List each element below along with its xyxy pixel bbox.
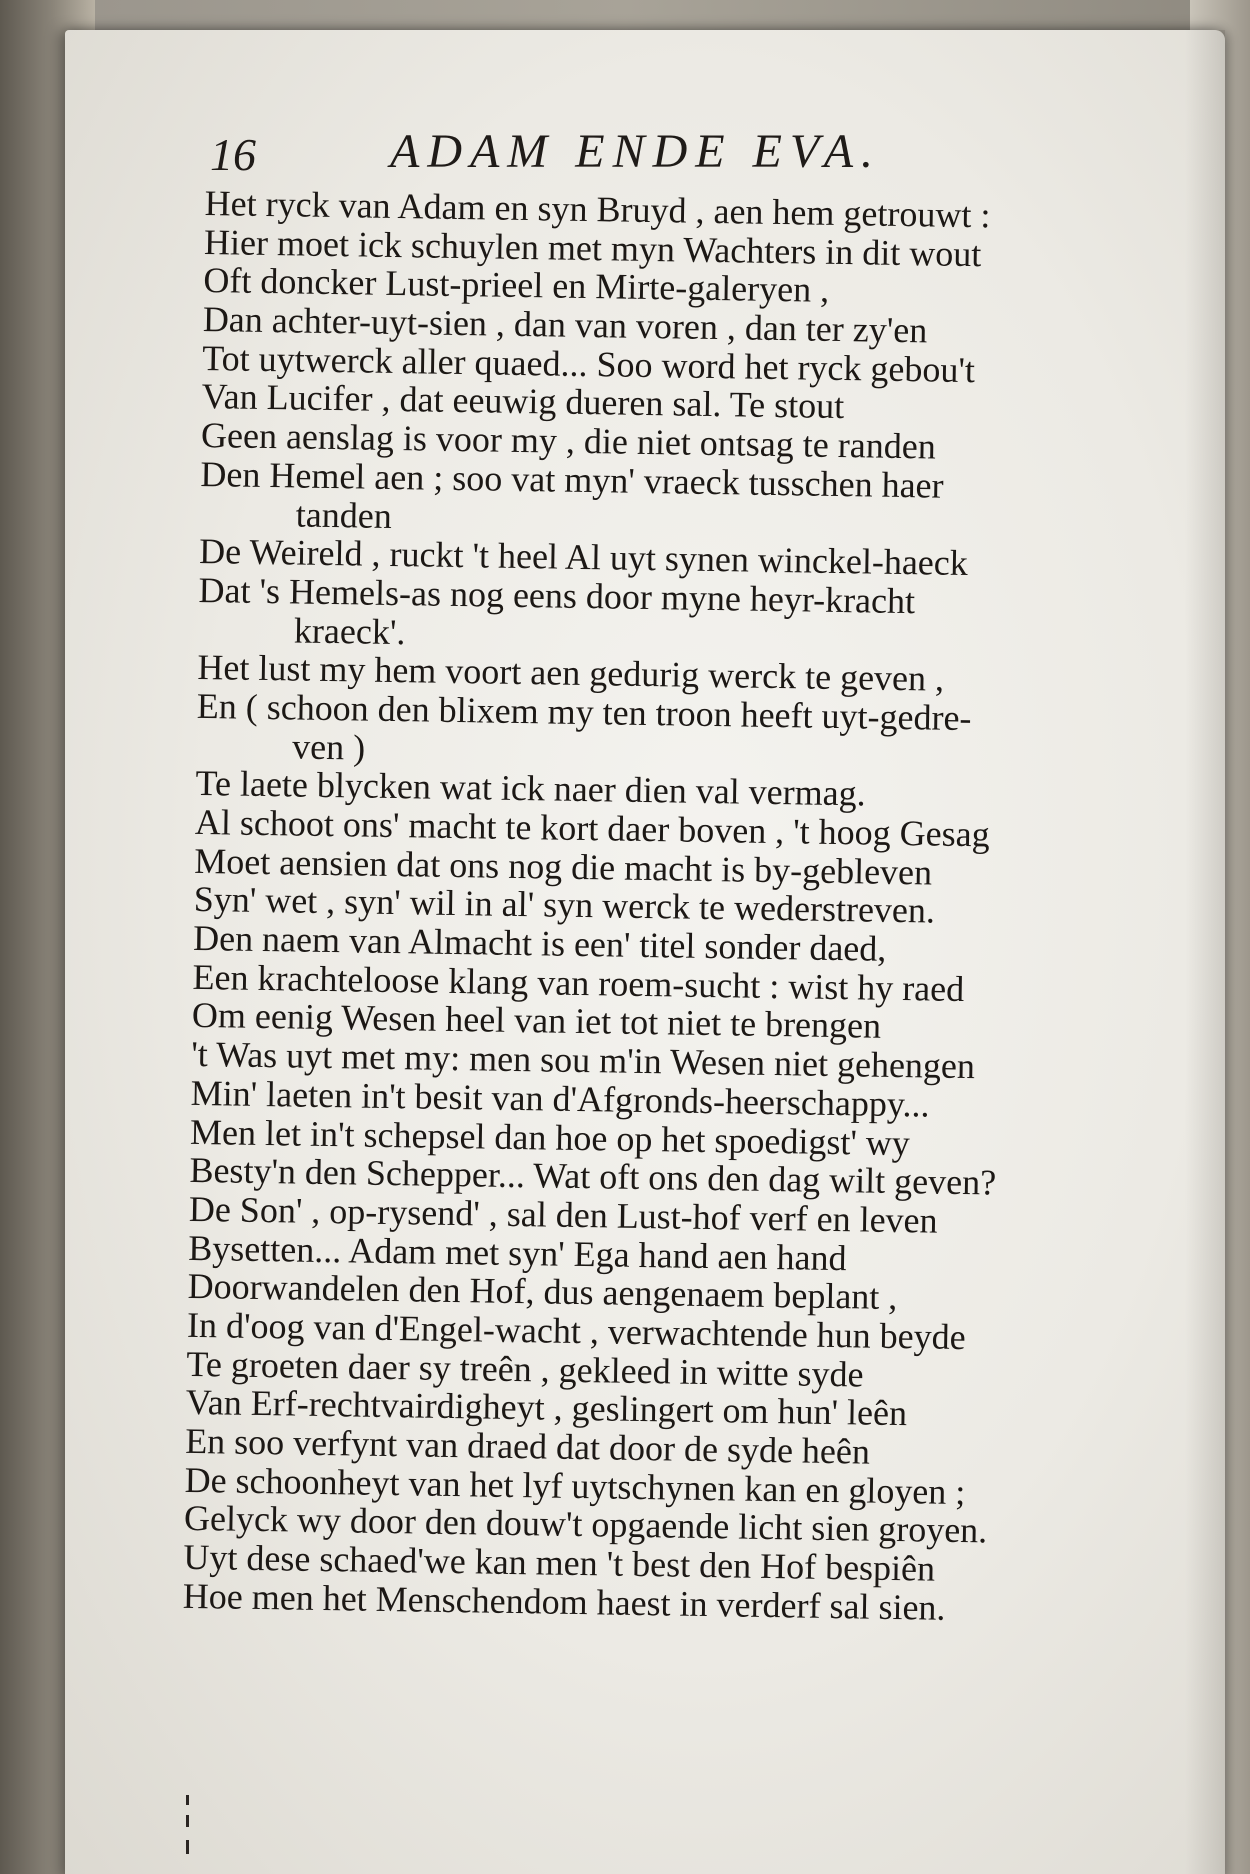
verse-line: 't Was uyt met my: men sou m'in Wesen niet gehengen — [191, 1034, 976, 1087]
verse-line-continuation: tanden — [295, 493, 393, 536]
verse-text — [183, 184, 1185, 1631]
verse-line: Geen aenslag is voor my , die niet ontsag te randen — [200, 415, 937, 467]
verse-line: Van Lucifer , dat eeuwig dueren sal. Te stout — [201, 376, 845, 427]
verse-line: Dan achter-uyt-sien , dan van voren , dan ter zy'en — [202, 299, 928, 351]
verse-line: Om eenig Wesen heel van iet tot niet te brengen — [191, 995, 882, 1047]
verse-line: Een krachteloose klang van roem-sucht : wist hy raed — [192, 956, 965, 1009]
verse-line: Bysetten... Adam met syn' Ega hand aen hand — [187, 1227, 847, 1278]
page-gutter-shadow — [1185, 30, 1225, 1874]
verse-line: Moet aensien dat ons nog die macht is by-gebleven — [194, 840, 933, 893]
margin-ink-mark — [186, 1815, 189, 1827]
verse-line: Den naem van Almacht is een' titel sonder daed, — [192, 917, 887, 969]
verse-line: En soo verfynt van draed dat door de syde heên — [184, 1420, 871, 1472]
margin-ink-mark — [186, 1840, 189, 1854]
verse-line: Al schoot ons' macht te kort daer boven , 't hoog Gesag — [194, 801, 990, 855]
verse-line: Te laete blycken wat ick naer dien val vermag. — [195, 763, 866, 814]
verse-line: Min' laeten in't besit van d'Afgronds-heerschappy... — [190, 1072, 930, 1125]
verse-line: Van Erf-rechtvairdigheyt , geslingert om hun' leên — [185, 1382, 908, 1434]
verse-line: Oft doncker Lust-prieel en Mirte-galeryen , — [203, 260, 830, 311]
verse-line: Dat 's Hemels-as nog eens door myne heyr-kracht — [198, 569, 916, 622]
verse-line: In d'oog van d'Engel-wacht , verwachtende hun beyde — [186, 1304, 967, 1358]
page-number: 16 — [210, 129, 256, 180]
verse-line: Gelyck wy door den douw't opgaende licht sien groyen. — [183, 1498, 988, 1551]
verse-line: De Son' , op-rysend' , sal den Lust-hof verf en leven — [188, 1188, 938, 1241]
page-header — [140, 118, 1020, 188]
verse-line: Besty'n den Schepper... Wat oft ons den dag wilt geven? — [189, 1150, 997, 1203]
verse-line: Hoe men het Menschendom haest in verderf sal sien. — [182, 1575, 946, 1628]
verse-line: Uyt dese schaed'we kan men 't best den Hof bespiên — [183, 1536, 936, 1589]
verse-line: Het lust my hem voort aen gedurig werck te geven , — [197, 647, 945, 699]
running-title: ADAM ENDE EVA. — [390, 125, 882, 178]
verse-line: Den Hemel aen ; soo vat myn' vraeck tusschen haer — [200, 453, 944, 506]
verse-line: De Weireld , ruckt 't heel Al uyt synen winckel-haeck — [198, 531, 969, 584]
verse-line: En ( schoon den blixem my ten troon heeft uyt-gedre- — [196, 685, 972, 739]
verse-line-continuation: kraeck'. — [293, 610, 406, 652]
verse-line: De schoonheyt van het lyf uytschynen kan en gloyen ; — [184, 1459, 966, 1512]
verse-line: Te groeten daer sy treên , gekleed in witte syde — [186, 1343, 864, 1395]
verse-line: Tot uytwerck aller quaed... Soo word het ryck gebou't — [201, 337, 976, 390]
verse-line: Doorwandelen den Hof, dus aengenaem beplant , — [187, 1266, 898, 1318]
verse-line: Het ryck van Adam en syn Bruyd , aen hem getrouwt : — [204, 183, 991, 236]
margin-ink-mark — [186, 1795, 189, 1805]
verse-line: Hier moet ick schuylen met myn Wachters in dit wout — [203, 221, 982, 274]
verse-line-continuation: ven ) — [291, 726, 366, 768]
verse-line: Men let in't schepsel dan hoe op het spoedigst' wy — [189, 1111, 911, 1163]
verse-line: Syn' wet , syn' wil in al' syn werck te wederstreven. — [193, 879, 936, 931]
